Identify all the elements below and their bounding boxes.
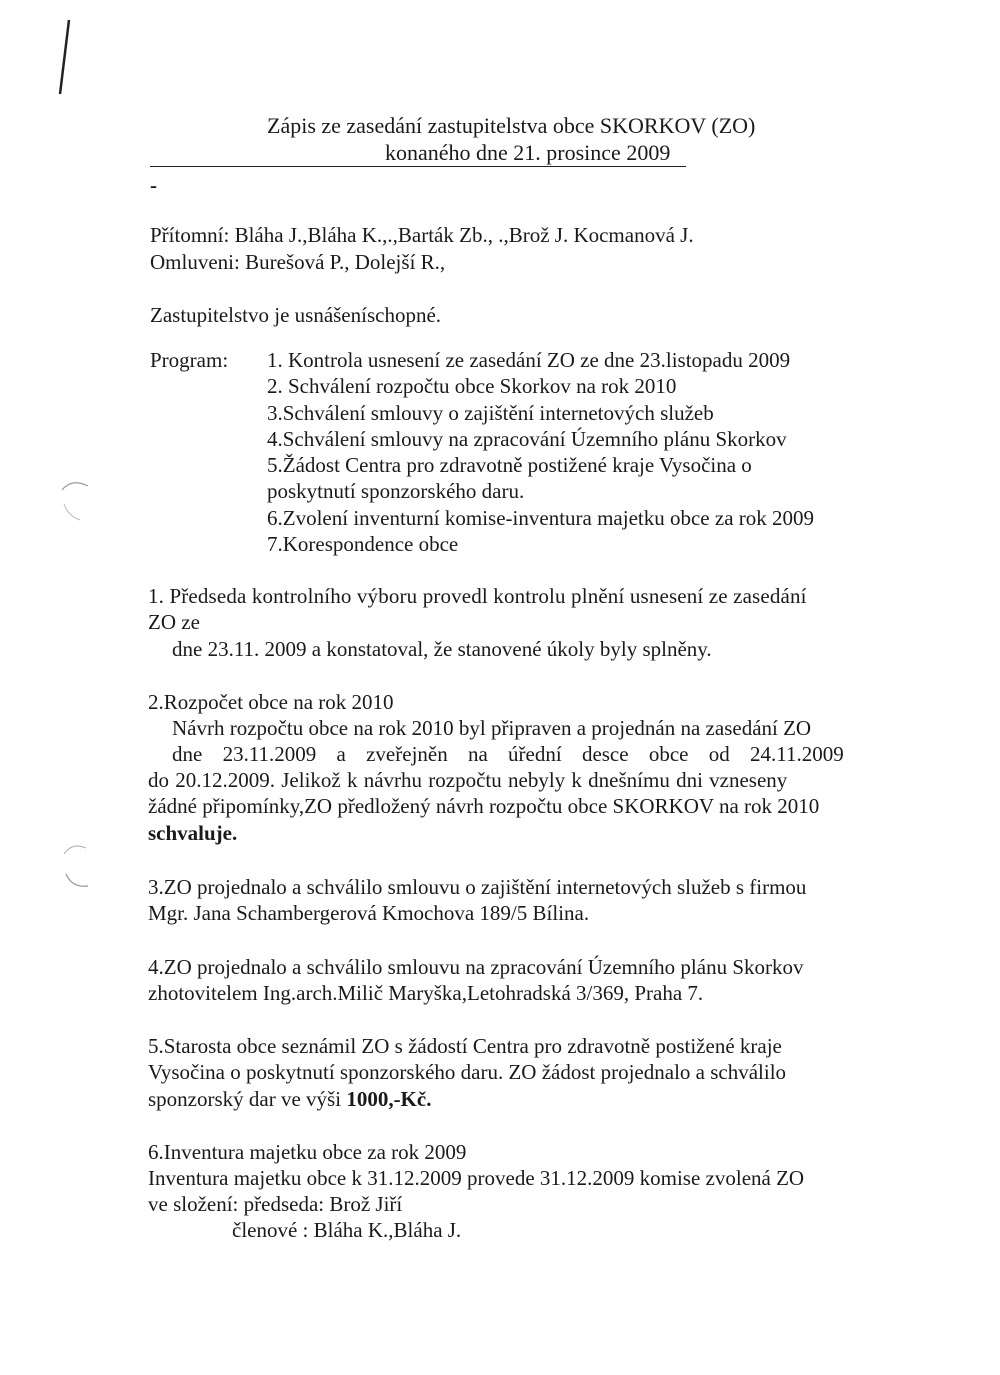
item5-text-line: Vysočina o poskytnutí sponzorského daru. ZO žádost projednalo a schválilo	[148, 1060, 787, 1084]
item2-text-line: žádné připomínky,ZO předložený návrh rozpočtu obce SKORKOV na rok 2010	[148, 794, 820, 818]
punch-hole-bottom	[58, 838, 98, 894]
item4-text-line: zhotovitelem Ing.arch.Milič Maryška,Letohradská 3/369, Praha 7.	[148, 981, 704, 1005]
program-item: 3.Schválení smlouvy o zajištění internetových služeb	[267, 401, 714, 425]
pen-stroke-mark	[55, 18, 75, 98]
item5-text-prefix: sponzorský dar ve výši	[148, 1087, 347, 1111]
item1-text-line: 1. Předseda kontrolního výboru provedl kontrolu plnění usnesení ze zasedání	[148, 584, 807, 608]
dash-mark: -	[150, 173, 157, 197]
sponsor-amount: 1000,-Kč.	[346, 1087, 432, 1111]
item3-text-line: 3.ZO projednalo a schválilo smlouvu o zajištění internetových služeb s firmou	[148, 875, 807, 899]
document-title: Zápis ze zasedání zastupitelstva obce SKORKOV (ZO)	[267, 113, 756, 138]
punch-hole-top	[58, 476, 98, 526]
item2-text-line: dne 23.11.2009 a zveřejněn na úřední desce obce od 24.11.2009	[172, 742, 844, 766]
item2-text-line: do 20.12.2009. Jelikož k návrhu rozpočtu nebyly k dnešnímu dni vzneseny	[148, 768, 788, 792]
excused-members: Omluveni: Burešová P., Dolejší R.,	[150, 250, 446, 274]
item5-text-line: 5.Starosta obce seznámil ZO s žádostí Centra pro zdravotně postižené kraje	[148, 1034, 782, 1058]
document-subtitle: konaného dne 21. prosince 2009	[385, 140, 671, 165]
program-item: 2. Schválení rozpočtu obce Skorkov na rok 2010	[267, 374, 677, 398]
item4-text-line: 4.ZO projednalo a schválilo smlouvu na zpracování Územního plánu Skorkov	[148, 955, 804, 979]
program-item: 1. Kontrola usnesení ze zasedání ZO ze dne 23.listopadu 2009	[267, 348, 791, 372]
item6-text-line: členové : Bláha K.,Bláha J.	[232, 1218, 462, 1242]
quorum-statement: Zastupitelstvo je usnášeníschopné.	[150, 303, 442, 327]
program-label: Program:	[150, 348, 229, 372]
item2-text-line: Návrh rozpočtu obce na rok 2010 byl připraven a projednán na zasedání ZO	[172, 716, 812, 740]
item1-text-line: ZO ze	[148, 610, 200, 634]
program-item: poskytnutí sponzorského daru.	[267, 479, 525, 503]
program-item: 5.Žádost Centra pro zdravotně postižené kraje Vysočina o	[267, 453, 752, 477]
item3-text-line: Mgr. Jana Schambergerová Kmochova 189/5 Bílina.	[148, 901, 590, 925]
present-members: Přítomní: Bláha J.,Bláha K.,.,Barták Zb., .,Brož J. Kocmanová J.	[150, 223, 694, 247]
item2-approval: schvaluje.	[148, 821, 238, 845]
item6-text-line: ve složení: předseda: Brož Jiří	[148, 1192, 403, 1216]
item6-heading: 6.Inventura majetku obce za rok 2009	[148, 1140, 467, 1164]
program-item: 7.Korespondence obce	[267, 532, 459, 556]
program-item: 6.Zvolení inventurní komise-inventura majetku obce za rok 2009	[267, 506, 815, 530]
item1-text-line: dne 23.11. 2009 a konstatoval, že stanovené úkoly byly splněny.	[172, 637, 712, 661]
item2-heading: 2.Rozpočet obce na rok 2010	[148, 690, 394, 714]
program-item: 4.Schválení smlouvy na zpracování Územního plánu Skorkov	[267, 427, 787, 451]
title-underline	[150, 166, 686, 167]
item6-text-line: Inventura majetku obce k 31.12.2009 provede 31.12.2009 komise zvolená ZO	[148, 1166, 805, 1190]
item5-text-line	[148, 1086, 431, 1112]
